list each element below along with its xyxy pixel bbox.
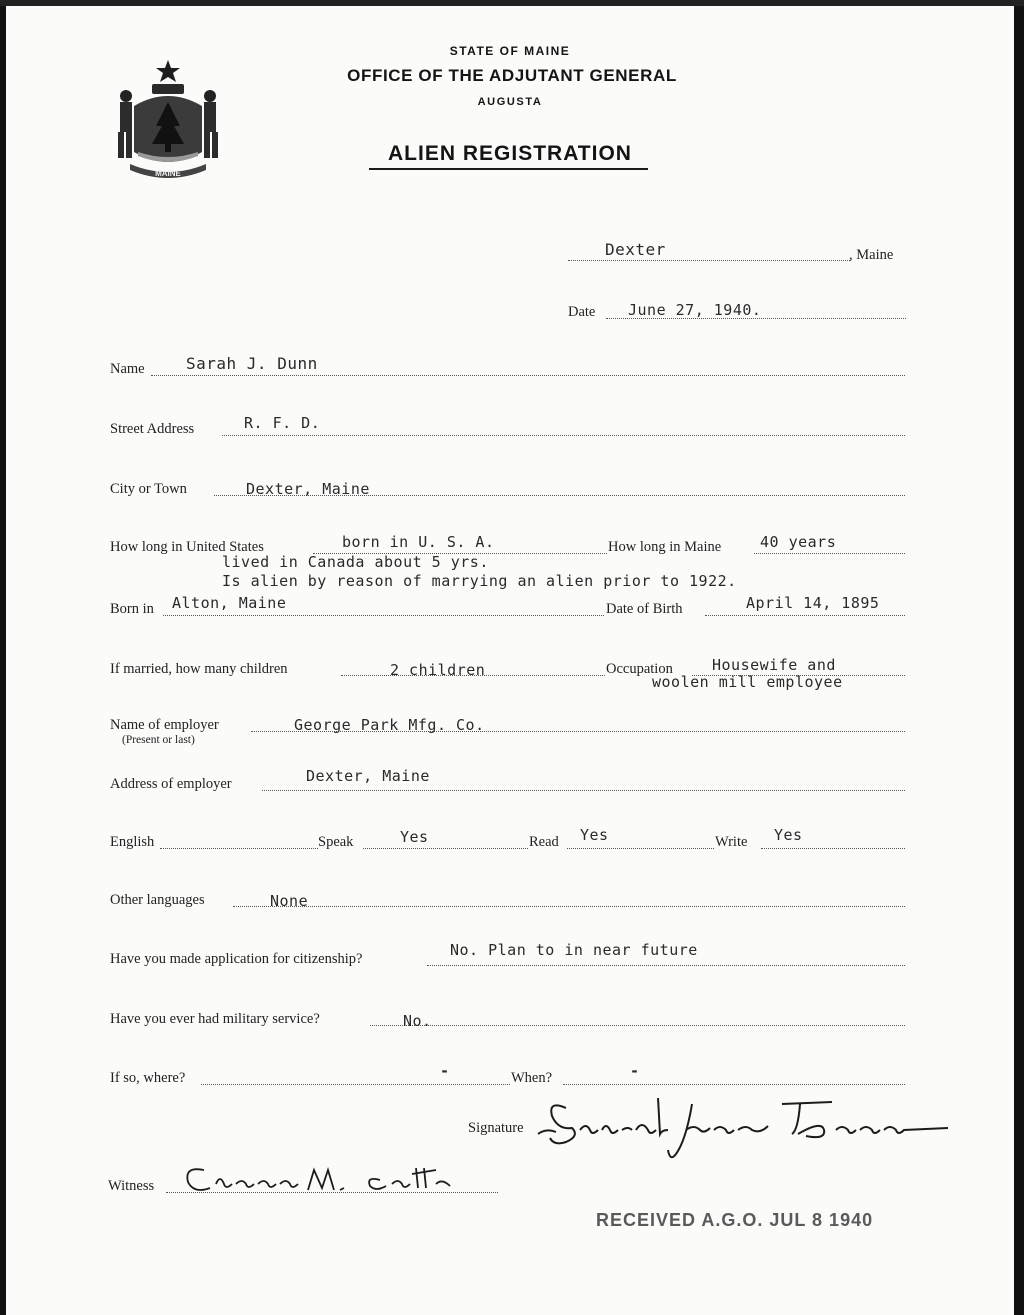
children-label: If married, how many children xyxy=(110,661,288,677)
read-dots xyxy=(567,848,714,849)
place-dots xyxy=(568,260,850,261)
name-value: Sarah J. Dunn xyxy=(186,354,318,373)
service-where-dots xyxy=(201,1084,510,1085)
read-value: Yes xyxy=(580,826,609,844)
us-duration-label: How long in United States xyxy=(110,539,264,555)
service-when-label: When? xyxy=(511,1070,553,1086)
remarks-line-1: lived in Canada about 5 yrs. xyxy=(222,553,489,571)
occupation-label: Occupation xyxy=(606,661,673,677)
name-dots xyxy=(151,375,905,376)
born-in-label: Born in xyxy=(110,601,154,617)
street-value: R. F. D. xyxy=(244,414,321,432)
us-duration-value: born in U. S. A. xyxy=(342,533,495,551)
place-value: Dexter xyxy=(605,240,666,259)
witness-label: Witness xyxy=(108,1178,155,1194)
witness-handwriting xyxy=(180,1160,470,1200)
header-city: AUGUSTA xyxy=(477,96,543,108)
received-stamp: RECEIVED A.G.O. JUL 8 1940 xyxy=(596,1210,874,1230)
birth-date-label: Date of Birth xyxy=(606,601,683,617)
service-where-label: If so, where? xyxy=(110,1070,186,1086)
citizenship-dots xyxy=(427,965,905,966)
speak-dots xyxy=(363,848,528,849)
city-town-label: City or Town xyxy=(110,481,187,497)
remarks-line-2: Is alien by reason of marrying an alien prior to 1922. xyxy=(222,572,737,590)
speak-label: Speak xyxy=(318,834,354,850)
english-dots xyxy=(160,848,318,849)
seal-banner-text: MAINE xyxy=(155,169,181,178)
city-town-value: Dexter, Maine xyxy=(246,480,370,498)
occupation-value-2: woolen mill employee xyxy=(652,673,843,691)
write-label: Write xyxy=(715,834,748,850)
date-label: Date xyxy=(568,304,596,320)
scan-border-right xyxy=(1014,0,1024,1315)
employer-label: Name of employer xyxy=(110,717,219,733)
other-languages-label: Other languages xyxy=(110,892,205,908)
other-languages-value: None xyxy=(270,892,309,910)
header-office: OFFICE OF THE ADJUTANT GENERAL xyxy=(347,66,677,85)
military-dots xyxy=(370,1025,905,1026)
street-label: Street Address xyxy=(110,421,195,437)
maine-duration-label: How long in Maine xyxy=(608,539,722,555)
english-label: English xyxy=(110,834,155,850)
employer-value: George Park Mfg. Co. xyxy=(294,716,485,734)
street-dots xyxy=(222,435,905,436)
read-label: Read xyxy=(529,834,559,850)
other-languages-dots xyxy=(233,906,905,907)
employer-address-value: Dexter, Maine xyxy=(306,767,430,785)
service-when-dots xyxy=(563,1084,905,1085)
occupation-value-1: Housewife and xyxy=(712,656,836,674)
citizenship-value: No. Plan to in near future xyxy=(450,941,698,959)
born-in-dots xyxy=(163,615,604,616)
date-value: June 27, 1940. xyxy=(628,301,762,319)
scan-border-left xyxy=(0,0,6,1315)
maine-duration-value: 40 years xyxy=(760,533,837,551)
write-dots xyxy=(761,848,905,849)
citizenship-label: Have you made application for citizenship? xyxy=(110,951,363,967)
name-label: Name xyxy=(110,361,145,377)
children-value: 2 children xyxy=(390,661,486,679)
form-title: ALIEN REGISTRATION xyxy=(388,142,632,165)
title-underline xyxy=(369,168,648,170)
born-in-value: Alton, Maine xyxy=(172,594,287,612)
employer-address-label: Address of employer xyxy=(110,776,232,792)
signature-handwriting xyxy=(536,1090,956,1170)
employer-address-dots xyxy=(262,790,905,791)
service-when-value: - xyxy=(630,1062,640,1080)
header-state: STATE OF MAINE xyxy=(449,44,571,58)
military-label: Have you ever had military service? xyxy=(110,1011,320,1027)
birth-date-dots xyxy=(705,615,905,616)
scan-border-top xyxy=(0,0,1024,6)
place-suffix: , Maine xyxy=(849,247,894,263)
employer-sublabel: (Present or last) xyxy=(122,734,195,746)
witness-text: Eleanor M. Smith xyxy=(180,1194,223,1200)
write-value: Yes xyxy=(774,826,803,844)
speak-value: Yes xyxy=(400,828,429,846)
signature-label: Signature xyxy=(468,1120,524,1136)
military-value: No. xyxy=(403,1012,432,1030)
service-where-value: - xyxy=(440,1062,450,1080)
signature-text: Sarah Jane Dunn xyxy=(536,1164,577,1170)
birth-date-value: April 14, 1895 xyxy=(746,594,880,612)
maine-duration-dots xyxy=(754,553,905,554)
